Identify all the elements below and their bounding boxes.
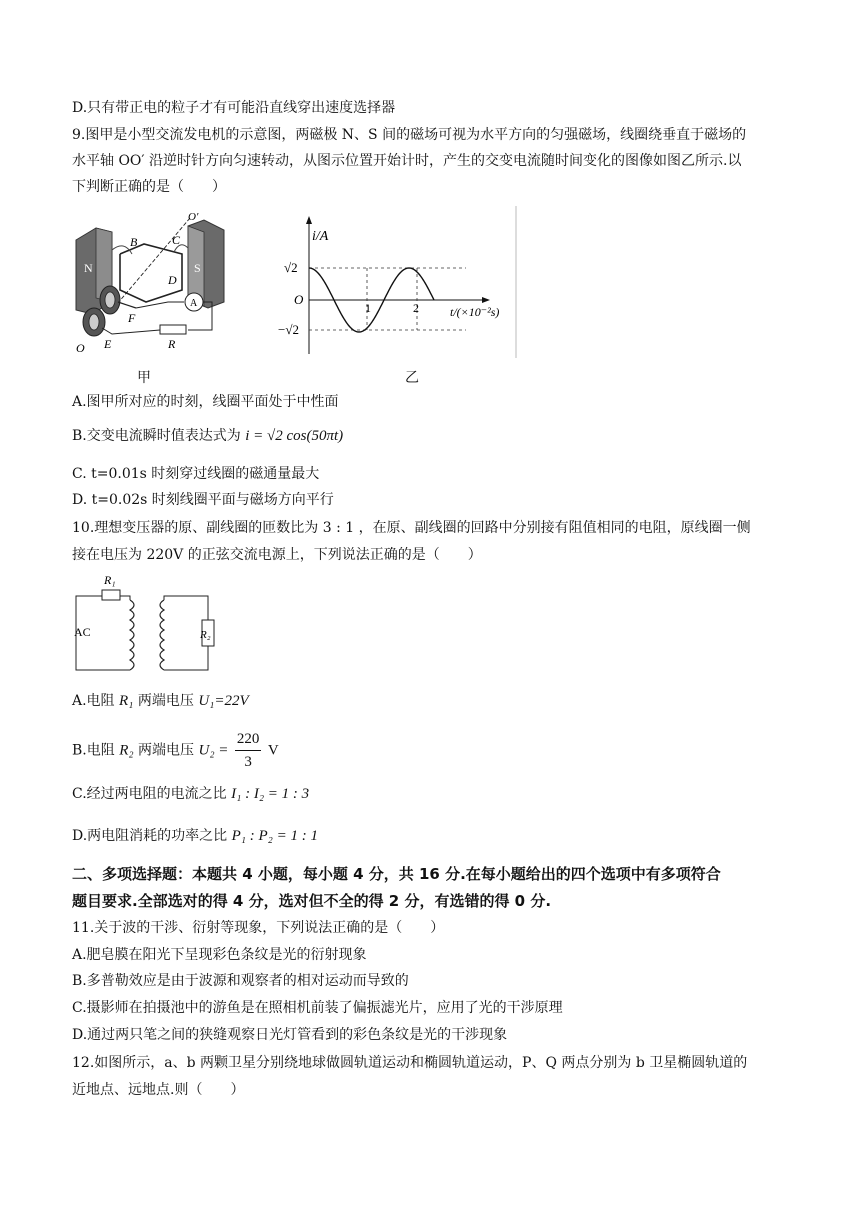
label-o-prime: O′ bbox=[188, 211, 199, 223]
q10-option-a-text: A.电阻 bbox=[72, 693, 115, 709]
q10-option-d-value: P₁ : P₂ = 1 : 1 bbox=[231, 828, 319, 844]
label-r: R bbox=[168, 337, 176, 351]
q10-option-d-text: D.两电阻消耗的功率之比 bbox=[72, 828, 228, 844]
origin-label: O bbox=[294, 292, 304, 307]
q10-option-b-symbol: R₂ bbox=[119, 742, 134, 759]
q10-option-b-unit: V bbox=[267, 742, 279, 759]
label-r1: R₁ bbox=[104, 573, 116, 587]
label-r2: R₂ bbox=[200, 629, 211, 641]
label-e: E bbox=[104, 337, 112, 351]
q10-option-b-denominator: 3 bbox=[244, 754, 252, 770]
label-n: N bbox=[84, 261, 93, 275]
q9-option-b-formula: i = √2 cos(50πt) bbox=[245, 428, 344, 444]
current-time-chart bbox=[276, 206, 518, 358]
q10-option-b bbox=[72, 728, 279, 773]
q10-option-b-mid: 两端电压 bbox=[138, 742, 195, 759]
section2-heading-line1: 二、多项选择题：本题共 4 小题，每小题 4 分，共 16 分.在每小题给出的四个选项中有多项符合 bbox=[72, 865, 721, 883]
x-tick-2: 2 bbox=[413, 301, 419, 315]
q9-stem-line2: 水平轴 OO′ 沿逆时针方向匀速转动，从图示位置开始计时，产生的交变电流随时间变化的图像如图乙所示.以 bbox=[72, 153, 742, 169]
label-d: D bbox=[168, 273, 177, 287]
q10-option-b-numerator: 220 bbox=[235, 728, 262, 751]
q11-stem: 11.关于波的干涉、衍射等现象，下列说法正确的是（ ） bbox=[72, 920, 445, 936]
q11-option-b: B.多普勒效应是由于波源和观察者的相对运动而导致的 bbox=[72, 973, 409, 989]
q10-stem-line2: 接在电压为 220V 的正弦交流电源上，下列说法正确的是（ ） bbox=[72, 547, 482, 563]
q9-option-b bbox=[72, 426, 343, 446]
label-s: S bbox=[194, 261, 201, 275]
label-o: O bbox=[76, 341, 85, 355]
q9-option-a: A.图甲所对应的时刻，线圈平面处于中性面 bbox=[72, 394, 339, 410]
q9-option-b-text: B.交变电流瞬时值表达式为 bbox=[72, 428, 241, 444]
x-axis-label: t/(×10⁻²s) bbox=[450, 305, 500, 319]
x-tick-1: 1 bbox=[365, 301, 371, 315]
q10-option-c-text: C.经过两电阻的电流之比 bbox=[72, 786, 227, 802]
section2-heading-line2: 题目要求.全部选对的得 4 分，选对但不全的得 2 分，有选错的得 0 分. bbox=[72, 892, 552, 910]
q10-option-c-value: I₁ : I₂ = 1 : 3 bbox=[231, 786, 310, 802]
q10-option-a-mid: 两端电压 bbox=[137, 693, 194, 709]
q11-option-a: A.肥皂膜在阳光下呈现彩色条纹是光的衍射现象 bbox=[72, 947, 367, 963]
q8-option-d: D.只有带正电的粒子才有可能沿直线穿出速度选择器 bbox=[72, 100, 396, 116]
q9-stem-line1: 9.图甲是小型交流发电机的示意图，两磁极 N、S 间的磁场可视为水平方向的匀强磁场，线圈绕垂直于磁场的 bbox=[72, 127, 747, 143]
y-axis-label: i/A bbox=[312, 229, 329, 244]
label-c: C bbox=[172, 233, 181, 247]
transformer-figure bbox=[72, 572, 232, 676]
q11-option-c: C.摄影师在拍摄池中的游鱼是在照相机前装了偏振滤光片，应用了光的干涉原理 bbox=[72, 1000, 563, 1016]
caption-jia: 甲 bbox=[137, 370, 151, 386]
q10-option-d bbox=[72, 826, 318, 846]
generator-figure bbox=[72, 210, 237, 360]
q10-option-b-fraction bbox=[235, 728, 262, 773]
label-ac: AC bbox=[74, 625, 91, 639]
q9-stem-line3: 下判断正确的是（ ） bbox=[72, 179, 226, 195]
q12-stem-line2: 近地点、远地点.则（ ） bbox=[72, 1082, 245, 1098]
q10-option-a bbox=[72, 691, 249, 711]
q10-option-a-value: U₁=22V bbox=[198, 693, 249, 709]
label-a: A bbox=[190, 298, 198, 309]
y-tick-neg: −√2 bbox=[278, 322, 299, 337]
q10-option-a-symbol: R₁ bbox=[119, 693, 134, 709]
y-tick-pos: √2 bbox=[284, 260, 298, 275]
label-b: B bbox=[130, 235, 138, 249]
caption-yi: 乙 bbox=[405, 370, 419, 386]
q11-option-d: D.通过两只笔之间的狭缝观察日光灯管看到的彩色条纹是光的干涉现象 bbox=[72, 1027, 508, 1043]
q9-option-d: D. t=0.02s 时刻线圈平面与磁场方向平行 bbox=[72, 492, 334, 508]
q10-stem-line1: 10.理想变压器的原、副线圈的匝数比为 3 : 1 ，在原、副线圈的回路中分别接有阻值相同的电阻，原线圈一侧 bbox=[72, 520, 751, 536]
q9-option-c: C. t=0.01s 时刻穿过线圈的磁通量最大 bbox=[72, 466, 320, 482]
q10-option-b-text: B.电阻 bbox=[72, 742, 115, 759]
q12-stem-line1: 12.如图所示，a、b 两颗卫星分别绕地球做圆轨道运动和椭圆轨道运动，P、Q 两点分别为 b 卫星椭圆轨道的 bbox=[72, 1055, 748, 1071]
q10-option-b-lhs: U₂ = bbox=[198, 742, 229, 759]
label-f: F bbox=[128, 311, 136, 325]
q10-option-c bbox=[72, 784, 309, 804]
